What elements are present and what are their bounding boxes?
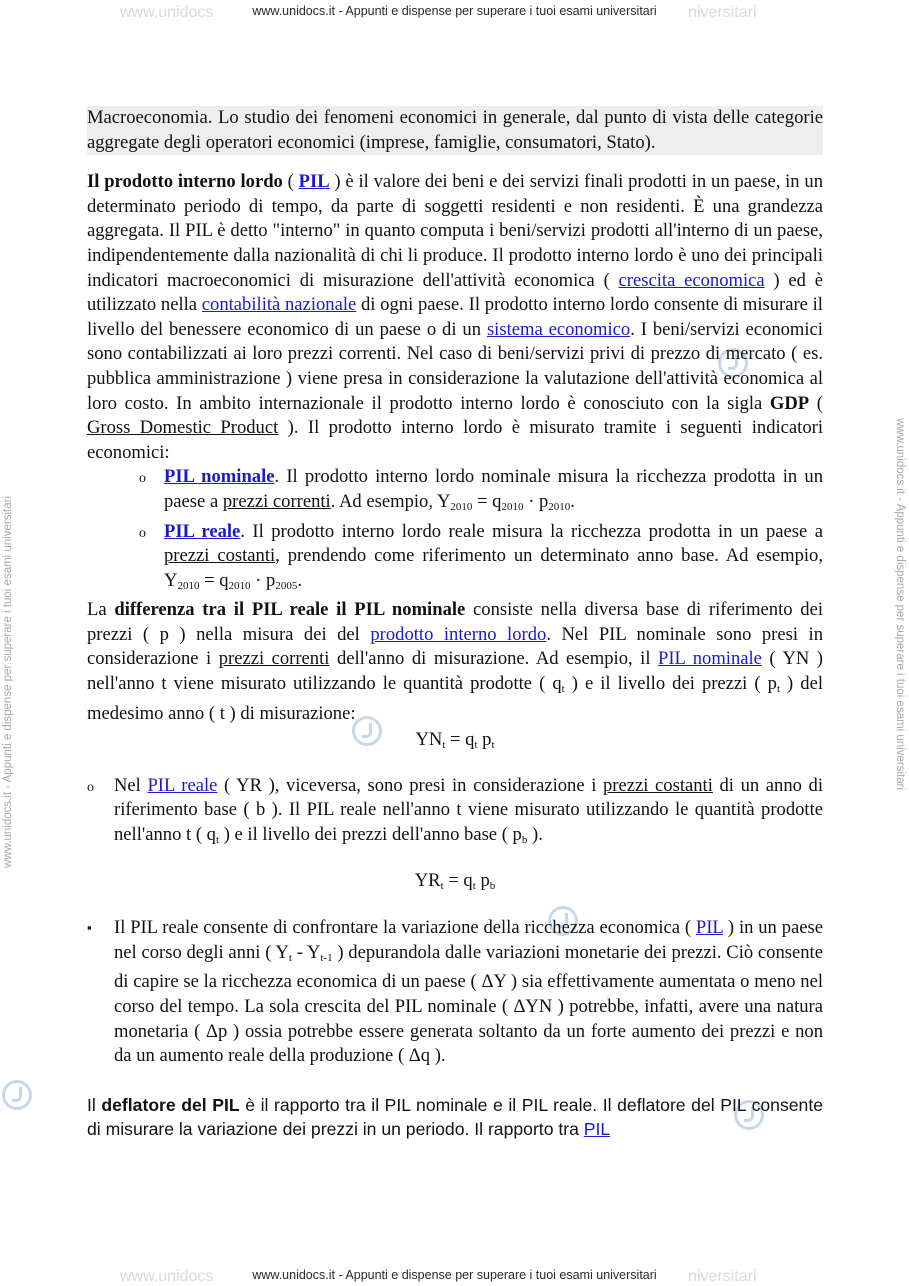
square-bullet-icon: ▪ xyxy=(87,920,92,936)
list-item-variazione: ▪ Il PIL reale consente di confrontare la variazione della ricchezza economica ( PIL ) in un paese nel corso degli anni ( $Y_t - Y_{t-1}$ ) depurandola dalle variazioni monetarie dei prezzi. Ciò consente di capire se la ricchezza economica di un paese ( ΔY ) sia effettivamente aumentata o meno nel corso del tempo. La sola crescita del PIL nominale ( ΔYN ) potrebbe, infatti, avere una natura monetaria ( Δp ) ossia potrebbe essere generata soltanto da un forte aumento dei prezzi e non da un aumento reale della produzione ( Δq ). xyxy=(87,917,823,1067)
pil-nominale-link[interactable]: PIL nominale xyxy=(164,466,275,488)
gdp-full-name: Gross Domestic Product xyxy=(87,417,279,439)
deflatore-paragraph: Il deflatore del PIL è il rapporto tra il PIL nominale e il PIL reale. Il deflatore del PIL consente di misurare la variazione dei prezzi in un periodo. Il rapporto tra PIL xyxy=(87,1094,823,1140)
watermark-side-left: www.unidocs.it - Appunti e dispense per superare i tuoi esami universitari xyxy=(2,495,14,868)
sistema-economico-link[interactable]: sistema economico xyxy=(486,318,631,340)
unidocs-logo-icon xyxy=(2,1080,32,1110)
prodotto-interno-lordo-link[interactable]: prodotto interno lordo xyxy=(370,623,547,645)
list-item-pil-reale: o PIL reale. Il prodotto interno lordo reale misura la ricchezza prodotta in un paese a prezzi costanti, prendendo come riferimento un determinato anno base. Ad esempio, $Y_{2010} = q_{2010} \cdot p_{2005}$. xyxy=(139,520,823,592)
circle-bullet-icon: o xyxy=(139,471,146,487)
deflatore-term: deflatore del PIL xyxy=(101,1094,240,1115)
square-list xyxy=(87,916,823,1069)
watermark-ghost-top-right: niversitari xyxy=(688,4,757,21)
circle-bullet-icon: o xyxy=(139,525,146,541)
intro-paragraph: Macroeconomia. Lo studio dei fenomeni economici in generale, dal punto di vista delle categorie aggregate degli operatori economici (imprese, famiglie, consumatori, Stato). xyxy=(87,106,823,155)
watermark-side-right: www.unidocs.it - Appunti e dispense per superare i tuoi esami universitari xyxy=(894,418,906,791)
watermark-banner-top: www.unidocs.it - Appunti e dispense per superare i tuoi esami universitari xyxy=(252,4,657,18)
pil-definition-paragraph: Il prodotto interno lordo ( PIL ) è il valore dei beni e dei servizi finali prodotti in un paese, in un determinato periodo di tempo, da parte di soggetti residenti e non residenti. È una grandezza aggregata. Il PIL è detto "interno" in quanto computa i beni/servizi prodotti all'interno di un paese, indipendentemente dalla nazionalità di chi li produce. Il prodotto interno lordo è uno dei principali indicatori macroeconomici di misurazione dell'attività economica ( crescita economica ) ed è utilizzato nella contabilità nazionale di ogni paese. Il prodotto interno lordo consente di misurare il livello del benessere economico di un paese o di un sistema economico. I beni/servizi economici sono contabilizzati ai loro prezzi correnti. Nel caso di beni/servizi privi di prezzo di mercato ( es. pubblica amministrazione ) viene presa in considerazione la valutazione dell'attività economica al loro costo. In ambito internazionale il prodotto interno lordo è conosciuto con la sigla GDP ( Gross Domestic Product ). Il prodotto interno lordo è misurato tramite i seguenti indicatori economici: xyxy=(87,171,824,463)
pil-nominale-inline-link[interactable]: PIL nominale xyxy=(658,648,762,670)
formula-yr: $YR_t = q_t$ $p_b$ xyxy=(414,869,496,892)
circle-bullet-icon: o xyxy=(87,779,94,795)
list-item-pil-nominale: o PIL nominale. Il prodotto interno lordo nominale misura la ricchezza prodotta in un paese a prezzi correnti. Ad esempio, $Y_{2010} = q_{2010} \cdot p_{2010}$. xyxy=(139,466,823,513)
pil-link[interactable]: PIL xyxy=(298,171,330,193)
pil-reale-inline-link[interactable]: PIL reale xyxy=(147,774,218,796)
document-body xyxy=(87,106,823,1142)
pil-final-link[interactable]: PIL xyxy=(583,1119,611,1140)
list-item-reale: o Nel PIL reale ( YR ), viceversa, sono presi in considerazione i prezzi costanti di un anno di riferimento base ( b ). Il PIL reale nell'anno t viene misurato utilizzando le quantità prodotte nell'anno t ( $q_t$ ) e il livello dei prezzi dell'anno base ( $p_b$ ). xyxy=(87,774,823,847)
formula-yn: $YN_t = q_t$ $p_t$ xyxy=(415,729,495,752)
difference-paragraph: La differenza tra il PIL reale il PIL nominale consiste nella diversa base di riferimento dei prezzi ( p ) nella misura dei del prodotto interno lordo. Nel PIL nominale sono presi in considerazione i prezzi correnti dell'anno di misurazione. Ad esempio, il PIL nominale ( YN ) nell'anno t viene misurato utilizzando le quantità prodotte ( $q_t$ ) e il livello dei prezzi ( $p_t$ ) del medesimo anno ( t ) di misurazione: xyxy=(87,599,824,724)
pil-reale-link[interactable]: PIL reale xyxy=(164,520,241,542)
watermark-ghost-top: www.unidocs xyxy=(120,4,214,21)
pil-inline-link[interactable]: PIL xyxy=(695,917,724,939)
watermark-ghost-bottom-right: niversitari xyxy=(688,1268,757,1285)
watermark-banner-bottom: www.unidocs.it - Appunti e dispense per superare i tuoi esami universitari xyxy=(252,1268,657,1282)
crescita-economica-link[interactable]: crescita economica xyxy=(618,269,765,291)
pil-term: Il prodotto interno lordo xyxy=(87,171,283,193)
watermark-ghost-bottom: www.unidocs xyxy=(120,1268,214,1285)
gdp-term: GDP xyxy=(769,392,810,414)
difference-term: differenza tra il PIL reale il PIL nominale xyxy=(114,599,466,621)
contabilita-nazionale-link[interactable]: contabilità nazionale xyxy=(201,294,357,316)
reale-list xyxy=(87,774,823,853)
indicators-list xyxy=(87,465,823,598)
